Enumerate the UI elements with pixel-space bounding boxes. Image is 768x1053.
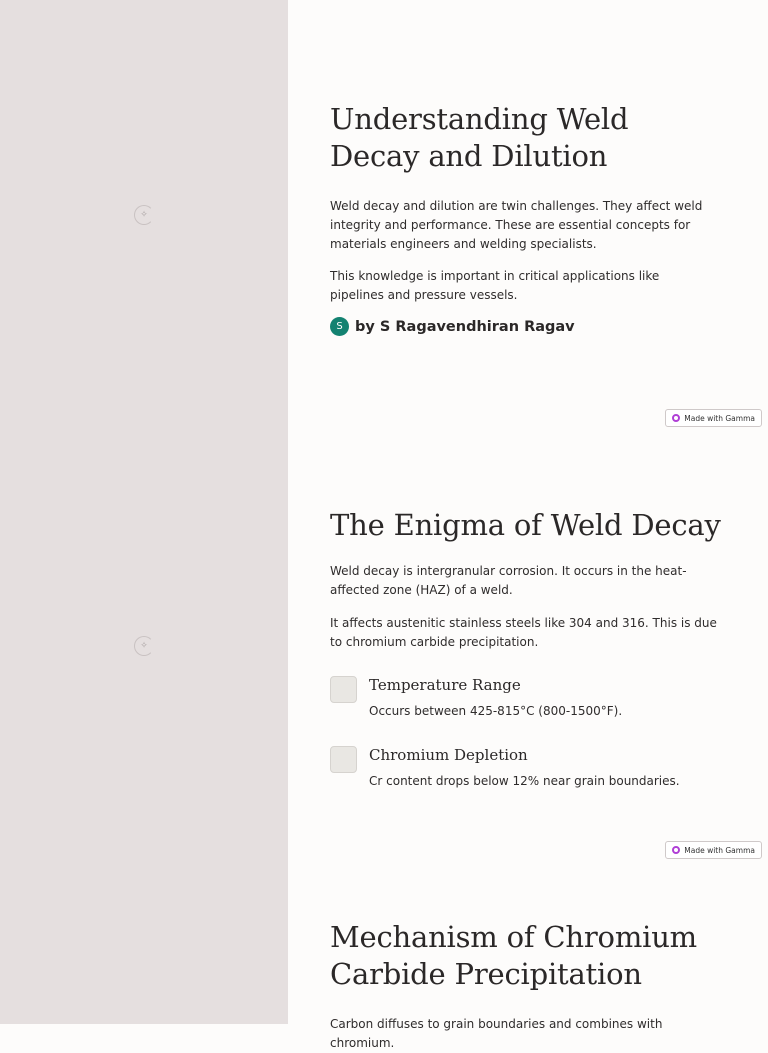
author [330,317,724,336]
slide-1-paragraph-2: This knowledge is important in critical applications like pipelines and pressure vessels. [330,269,660,302]
badge-label: Made with Gamma [684,413,755,423]
left-panel [0,0,288,1024]
feature-desc: Occurs between 425-815°C (800-1500°F). [369,704,623,718]
made-with-gamma-badge[interactable] [665,841,762,859]
feature-chromium-depletion [330,745,738,790]
slide-2-paragraph-1: Weld decay is intergranular corrosion. It occurs in the heat-affected zone (HAZ) of a weld. [330,564,687,597]
slide-3 [288,919,768,1053]
gamma-logo-icon [672,846,680,854]
slide-1 [288,101,768,336]
slide-3-paragraph-1: Carbon diffuses to grain boundaries and combines with chromium. [330,1017,663,1050]
loading-spinner-icon: ✧ [134,205,154,225]
slide-1-paragraph-1: Weld decay and dilution are twin challenges. They affect weld integrity and performance. These are essential concepts for materials engineers and welding specialists. [330,199,703,251]
slide-2 [288,507,768,790]
loading-spinner-icon: ✧ [134,636,154,656]
author-avatar: S [330,317,349,336]
slides-container[interactable] [288,0,768,1050]
feature-title: Chromium Depletion [369,746,528,764]
made-with-gamma-badge[interactable] [665,409,762,427]
feature-icon [330,676,357,703]
feature-title: Temperature Range [369,676,521,694]
badge-label: Made with Gamma [684,845,755,855]
slide-3-title: Mechanism of Chromium Carbide Precipitation [330,920,697,991]
slide-2-paragraph-2: It affects austenitic stainless steels like 304 and 316. This is due to chromium carbide precipitation. [330,616,717,649]
slide-1-title: Understanding Weld Decay and Dilution [330,102,629,173]
author-name: by S Ragavendhiran Ragav [355,318,575,335]
feature-desc: Cr content drops below 12% near grain boundaries. [369,774,680,788]
feature-icon [330,746,357,773]
gamma-logo-icon [672,414,680,422]
slide-2-title: The Enigma of Weld Decay [330,508,721,542]
feature-temperature-range [330,675,738,720]
